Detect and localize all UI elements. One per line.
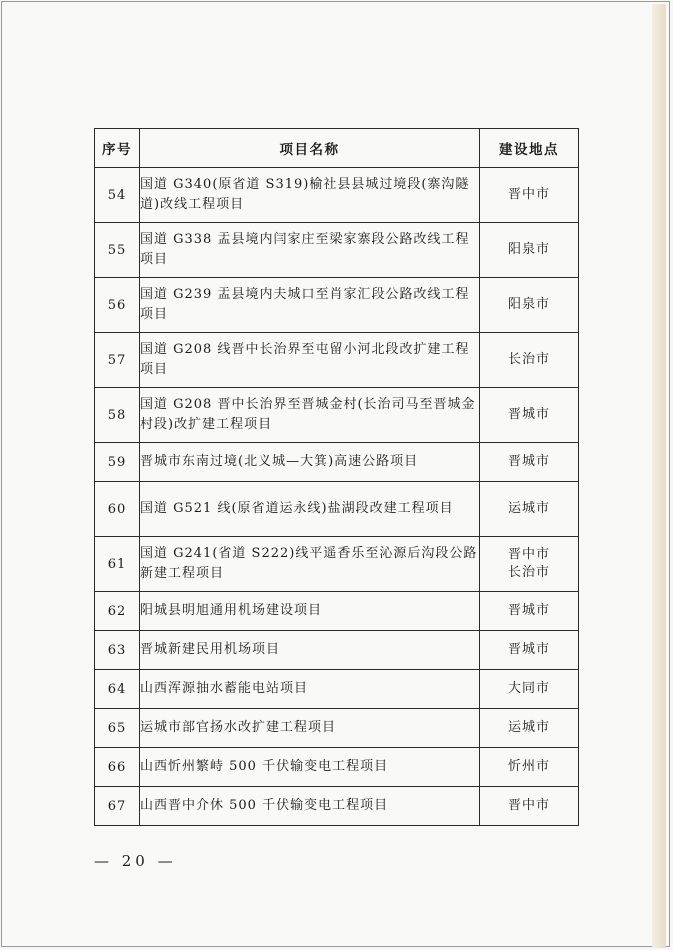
table-row	[95, 333, 579, 388]
location-name: 晋城市	[507, 642, 550, 657]
project-name: 国道 G521 线(原省道运永线)盐湖段改建工程项目	[140, 482, 480, 537]
project-location	[480, 709, 579, 748]
project-location	[480, 388, 579, 443]
project-name: 国道 G239 盂县境内夫城口至肖家汇段公路改线工程项目	[140, 278, 480, 333]
location-name: 阳泉市	[507, 297, 550, 312]
table-row	[95, 388, 579, 443]
row-number: 65	[95, 709, 140, 748]
project-name: 阳城县明旭通用机场建设项目	[140, 592, 480, 631]
project-name: 国道 G208 晋中长治界至晋城金村(长治司马至晋城金村段)改扩建工程项目	[140, 388, 480, 443]
row-number: 58	[95, 388, 140, 443]
table-row	[95, 443, 579, 482]
table-row	[95, 631, 579, 670]
project-location	[480, 482, 579, 537]
location-name: 长治市	[507, 352, 550, 367]
row-number: 67	[95, 787, 140, 826]
location-name: 晋中市	[507, 187, 550, 202]
project-name: 国道 G241(省道 S222)线平遥香乐至沁源后沟段公路新建工程项目	[140, 537, 480, 592]
location-name: 晋城市	[507, 454, 550, 469]
location-name: 晋中市	[507, 547, 550, 562]
header-name: 项目名称	[140, 129, 480, 168]
row-number: 62	[95, 592, 140, 631]
table-row	[95, 787, 579, 826]
project-table	[94, 128, 579, 826]
row-number: 64	[95, 670, 140, 709]
header-location: 建设地点	[480, 129, 579, 168]
project-location	[480, 443, 579, 482]
project-location	[480, 278, 579, 333]
project-location	[480, 787, 579, 826]
project-location	[480, 592, 579, 631]
table-row	[95, 709, 579, 748]
table-row	[95, 168, 579, 223]
project-location	[480, 168, 579, 223]
location-name: 运城市	[507, 720, 550, 735]
project-location	[480, 333, 579, 388]
project-name: 山西浑源抽水蓄能电站项目	[140, 670, 480, 709]
table-row	[95, 537, 579, 592]
page-number: — 20 —	[94, 852, 177, 870]
project-location	[480, 670, 579, 709]
document-page	[1, 1, 670, 947]
row-number: 54	[95, 168, 140, 223]
table-header-row	[95, 129, 579, 168]
location-name: 晋城市	[507, 407, 550, 422]
table-row	[95, 592, 579, 631]
location-name: 大同市	[507, 681, 550, 696]
table-row	[95, 223, 579, 278]
project-location	[480, 631, 579, 670]
project-location	[480, 748, 579, 787]
location-name: 阳泉市	[507, 242, 550, 257]
table-body	[95, 168, 579, 826]
table-row	[95, 278, 579, 333]
project-name: 晋城新建民用机场项目	[140, 631, 480, 670]
page-edge-shadow	[652, 4, 666, 948]
project-location	[480, 223, 579, 278]
header-no: 序号	[95, 129, 140, 168]
row-number: 66	[95, 748, 140, 787]
table-row	[95, 748, 579, 787]
table-row	[95, 482, 579, 537]
project-name: 国道 G338 盂县境内闫家庄至梁家寨段公路改线工程项目	[140, 223, 480, 278]
project-name: 运城市部官扬水改扩建工程项目	[140, 709, 480, 748]
row-number: 59	[95, 443, 140, 482]
table-row	[95, 670, 579, 709]
row-number: 60	[95, 482, 140, 537]
project-name: 山西忻州繁峙 500 千伏输变电工程项目	[140, 748, 480, 787]
location-name: 晋城市	[507, 603, 550, 618]
row-number: 63	[95, 631, 140, 670]
location-name: 运城市	[507, 501, 550, 516]
location-name: 忻州市	[507, 759, 550, 774]
project-name: 晋城市东南过境(北义城—大箕)高速公路项目	[140, 443, 480, 482]
row-number: 56	[95, 278, 140, 333]
row-number: 55	[95, 223, 140, 278]
project-name: 国道 G340(原省道 S319)榆社县县城过境段(寨沟隧道)改线工程项目	[140, 168, 480, 223]
project-location	[480, 537, 579, 592]
row-number: 57	[95, 333, 140, 388]
project-name: 山西晋中介休 500 千伏输变电工程项目	[140, 787, 480, 826]
location-name: 晋中市	[507, 798, 550, 813]
location-name: 长治市	[507, 565, 550, 580]
row-number: 61	[95, 537, 140, 592]
project-name: 国道 G208 线晋中长治界至屯留小河北段改扩建工程项目	[140, 333, 480, 388]
